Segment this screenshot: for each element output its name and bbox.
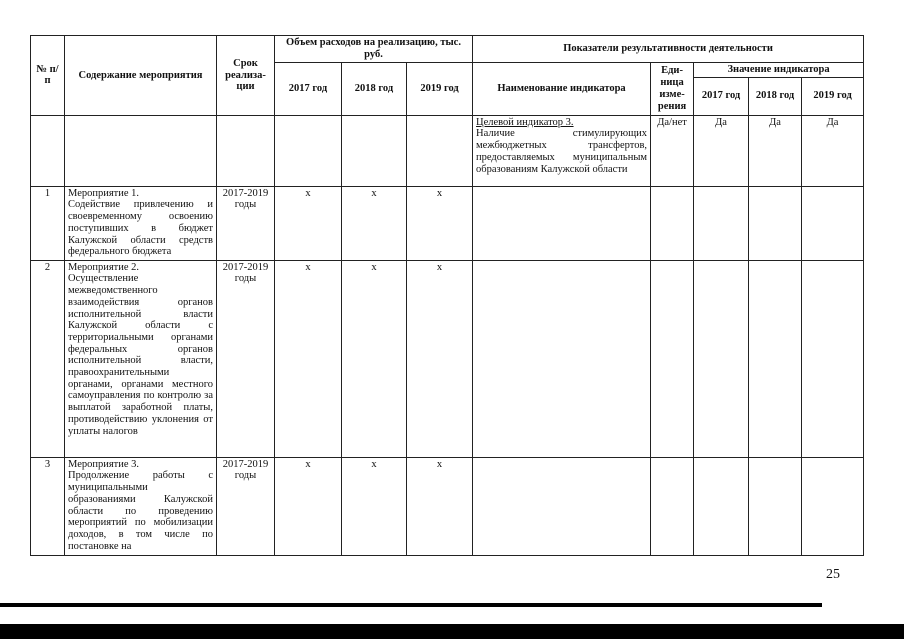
row-title: Мероприятие 1. <box>68 187 140 199</box>
row-period: 2017-2019 годы <box>217 260 275 457</box>
target-value-2017: Да <box>694 115 749 186</box>
row-period: 2017-2019 годы <box>217 186 275 260</box>
header-ind-value: Значение индикатора <box>694 63 864 78</box>
row-text: Осуществление межведомственного взаимодействия органов исполнительной власти Калужской области с территориальными органами федеральных органов исполнительной власти, правоохранительными органами, органами местного самоуправления по контролю за выплатой заработной платы, противодействию уклонения от уплаты налогов <box>68 273 213 437</box>
row-exp-2018: х <box>342 186 407 260</box>
row-exp-2017: х <box>275 457 342 555</box>
row-content <box>65 186 217 260</box>
header-ind-unit: Еди-ница изме-рения <box>651 63 694 116</box>
target-row <box>31 115 864 186</box>
row-exp-2019: х <box>407 186 473 260</box>
header-ind-name: Наименование индикатора <box>473 63 651 116</box>
target-value-2018: Да <box>749 115 802 186</box>
row-exp-2019: х <box>407 457 473 555</box>
row-text: Содействие привлечению и своевременному освоению поступивших в бюджет Калужской области средств федерального бюджета <box>68 199 213 258</box>
row-exp-2018: х <box>342 457 407 555</box>
row-period: 2017-2019 годы <box>217 457 275 555</box>
row-exp-2019: х <box>407 260 473 457</box>
scan-bottom-border <box>0 624 904 639</box>
target-title: Целевой индикатор 3. <box>476 116 574 128</box>
row-content <box>65 260 217 457</box>
scan-edge-line <box>0 603 822 607</box>
row-num: 3 <box>31 457 65 555</box>
header-period: Срок реализа-ции <box>217 36 275 116</box>
row-exp-2018: х <box>342 260 407 457</box>
target-text: Наличие стимулирующих межбюджетных трансфертов, предоставляемых муниципальным образованиям Калужской области <box>476 128 648 175</box>
header-val-2019: 2019 год <box>802 77 864 115</box>
row-content <box>65 457 217 555</box>
header-val-2018: 2018 год <box>749 77 802 115</box>
row-title: Мероприятие 3. <box>68 458 140 470</box>
row-num: 1 <box>31 186 65 260</box>
row-exp-2017: х <box>275 260 342 457</box>
target-value-2019: Да <box>802 115 864 186</box>
header-content: Содержание мероприятия <box>65 36 217 116</box>
target-indicator <box>473 115 651 186</box>
table-row <box>31 186 864 260</box>
row-exp-2017: х <box>275 186 342 260</box>
row-num: 2 <box>31 260 65 457</box>
header-exp-2017: 2017 год <box>275 63 342 116</box>
row-text: Продолжение работы с муниципальными образованиями Калужской области по проведению мероприятий по мобилизации доходов, в том числе по постановке на <box>68 470 213 552</box>
target-unit: Да/нет <box>651 115 694 186</box>
header-expenses: Объем расходов на реализацию, тыс. руб. <box>275 36 473 63</box>
header-exp-2018: 2018 год <box>342 63 407 116</box>
table-row <box>31 260 864 457</box>
header-exp-2019: 2019 год <box>407 63 473 116</box>
header-val-2017: 2017 год <box>694 77 749 115</box>
header-row-1 <box>31 36 864 63</box>
header-num: № п/п <box>31 36 65 116</box>
header-indicators: Показатели результативности деятельности <box>473 36 864 63</box>
row-title: Мероприятие 2. <box>68 261 140 273</box>
table-row <box>31 457 864 555</box>
page-number: 25 <box>826 567 840 582</box>
plan-table <box>30 35 864 556</box>
